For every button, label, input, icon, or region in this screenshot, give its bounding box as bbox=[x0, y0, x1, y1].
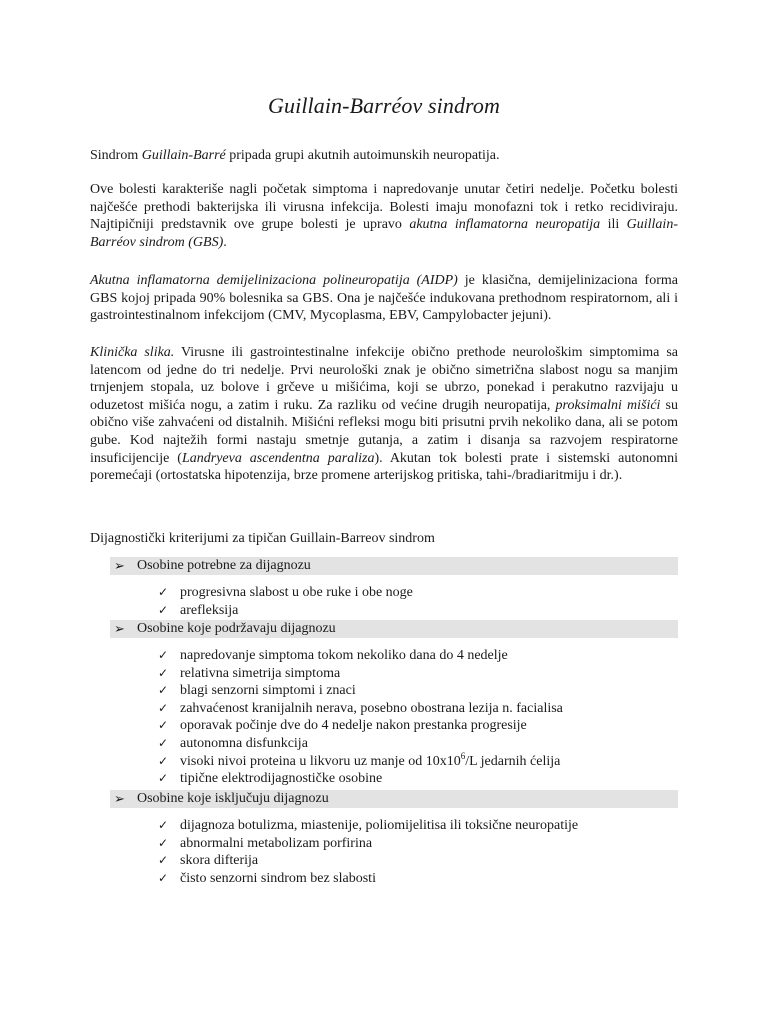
checkmark-icon: ✓ bbox=[158, 648, 169, 662]
list-item bbox=[156, 770, 563, 788]
bolesti-italic-2: Guillain-Barréov sindrom (GBS) bbox=[90, 217, 678, 250]
intro-text-2: pripada grupi akutnih autoimunskih neuropatija. bbox=[225, 148, 500, 163]
list-item bbox=[156, 584, 413, 602]
checkmark-icon: ✓ bbox=[158, 700, 169, 715]
list-item bbox=[156, 717, 563, 735]
list-item bbox=[156, 682, 563, 700]
checkmark-icon: ✓ bbox=[158, 585, 169, 599]
list-item-text: relativna simetrija simptoma bbox=[180, 665, 341, 681]
intro-italic: Guillain-Barré bbox=[141, 148, 226, 163]
klinicka-italic-3: Landryeva ascendentna paraliza bbox=[181, 450, 375, 466]
list-item bbox=[156, 647, 563, 665]
aidp-text: je klasična, demijelinizaciona forma GBS kojoj pripada 90% bolesnika sa GBS. Ona je najčešće indukovana prethodnom respiratornom, ali i gastrointestinalnom infekcijom (CMV, Mycoplasma, EBV, Campylobacter jejuni). bbox=[90, 273, 678, 324]
intro-paragraph bbox=[90, 147, 678, 165]
checkmark-icon: ✓ bbox=[158, 771, 169, 786]
list-item-text: dijagnoza botulizma, miastenije, poliomijelitisa ili toksične neuropatije bbox=[180, 818, 579, 833]
list-item-text: visoki nivoi proteina u likvoru uz manje od 10x10 bbox=[180, 753, 461, 769]
checkmark-icon: ✓ bbox=[158, 718, 169, 733]
list-item-text: zahvaćenost kranijalnih nerava, posebno obostrana lezija n. facialisa bbox=[180, 700, 563, 716]
section-heading-label: Osobine potrebne za dijagnozu bbox=[137, 558, 311, 573]
checkmark-icon: ✓ bbox=[158, 665, 169, 680]
bolesti-text-1: Ove bolesti karakteriše nagli početak simptoma i napredovanje unutar četiri nedelje. Početku bolesti najčešće prethodi bakterijska ili virusna infekcija. Bolesti imaju monofazni tok i retko recidiviraju. Najtipičniji predstavnik ove grupe bolesti je upravo bbox=[90, 182, 678, 233]
document-title: Guillain-Barréov sindrom bbox=[268, 93, 500, 118]
checkmark-icon: ✓ bbox=[158, 853, 169, 868]
checkmark-icon: ✓ bbox=[158, 753, 169, 768]
list-item-text: blagi senzorni simptomi i znaci bbox=[180, 683, 356, 699]
klinicka-italic-2: proksimalni mišići bbox=[555, 397, 661, 413]
superscript-exponent: 6 bbox=[460, 750, 466, 761]
list-item-text: napredovanje simptoma tokom nekoliko dana do 4 nedelje bbox=[180, 648, 508, 663]
list-item bbox=[156, 700, 563, 718]
klinicka-text-3: ). Akutan tok bolesti prate i sistemski autonomni poremećaji (ortostatska hipotenzija, brze promene arterijskog pritiska, tahi-/bradiaritmiju i dr.). bbox=[90, 450, 679, 484]
list-item bbox=[156, 835, 578, 853]
list-item-text-tail: /L jedarnih ćelija bbox=[465, 753, 561, 769]
list-item-text: oporavak počinje dve do 4 nedelje nakon prestanka progresije bbox=[180, 718, 527, 734]
klinicka-paragraph bbox=[90, 344, 678, 485]
checkmark-icon: ✓ bbox=[158, 835, 169, 850]
aidp-italic: Akutna inflamatorna demijelinizaciona polineuropatija (AIDP) bbox=[90, 273, 458, 288]
list-item-text: arefleksija bbox=[180, 602, 239, 618]
klinicka-text-1: Virusne ili gastrointestinalne infekcije obično prethode neurološkim simptomima sa latencom od jedne do tri nedelje. Prvi neurološki znak je obično simetrična slabost nogu sa manjim trnjenjem stopala, uz bolove i grčeve u mišićima, koji se ubrzo, ponekad i perakutno razvijaju u oduzetost mišića nogu, a zatim i ruku. Za razliku od većine drugih neuropatija, bbox=[90, 345, 678, 413]
list-item-text: čisto senzorni sindrom bez slabosti bbox=[180, 870, 376, 886]
section-heading-label: Osobine koje isključuju dijagnozu bbox=[137, 791, 329, 806]
arrow-bullet-icon: ➢ bbox=[114, 558, 125, 573]
list-item bbox=[156, 750, 563, 771]
list-item bbox=[156, 735, 563, 753]
klinicka-text-2: su obično više zahvaćeni od distalnih. Mišićni refleksi mogu biti prisutni prvih nekoliko dana, ali se potom gube. Kod najtežih formi nastaju smetnje gutanja, a zatim i disanja sa razvojem respiratorne insuficijencije ( bbox=[90, 397, 678, 466]
bolesti-italic-1: akutna inflamatorna neuropatija bbox=[409, 217, 601, 233]
checkmark-icon: ✓ bbox=[158, 735, 169, 750]
bolesti-text-2: ili bbox=[600, 217, 627, 233]
list-item-text: skora difterija bbox=[180, 853, 259, 869]
section-heading-required bbox=[110, 557, 678, 575]
aidp-paragraph bbox=[90, 272, 678, 325]
intro-text-1: Sindrom bbox=[90, 148, 142, 163]
checkmark-icon: ✓ bbox=[158, 602, 169, 617]
list-item-text: autonomna disfunkcija bbox=[180, 735, 308, 751]
list-item-text: tipične elektrodijagnostičke osobine bbox=[180, 771, 383, 787]
list-item bbox=[156, 870, 578, 888]
list-item bbox=[156, 817, 578, 835]
required-features-list bbox=[156, 584, 413, 619]
bolesti-text-3: . bbox=[223, 234, 227, 250]
checkmark-icon: ✓ bbox=[158, 870, 169, 885]
bolesti-paragraph bbox=[90, 181, 678, 251]
section-heading-excluding bbox=[110, 790, 678, 808]
excluding-features-list bbox=[156, 817, 578, 887]
checkmark-icon: ✓ bbox=[158, 683, 169, 698]
list-item bbox=[156, 602, 413, 620]
criteria-title: Dijagnostički kriterijumi za tipičan Guillain-Barreov sindrom bbox=[90, 531, 435, 546]
list-item bbox=[156, 852, 578, 870]
supporting-features-list bbox=[156, 647, 563, 788]
list-item-text: progresivna slabost u obe ruke i obe noge bbox=[180, 585, 413, 600]
klinicka-heading: Klinička slika. bbox=[90, 345, 175, 360]
section-heading-supporting bbox=[110, 620, 678, 638]
list-item-text: abnormalni metabolizam porfirina bbox=[180, 835, 373, 851]
arrow-bullet-icon: ➢ bbox=[114, 621, 125, 636]
list-item bbox=[156, 665, 563, 683]
arrow-bullet-icon: ➢ bbox=[114, 791, 125, 806]
section-heading-label: Osobine koje podržavaju dijagnozu bbox=[137, 621, 336, 636]
checkmark-icon: ✓ bbox=[158, 818, 169, 832]
